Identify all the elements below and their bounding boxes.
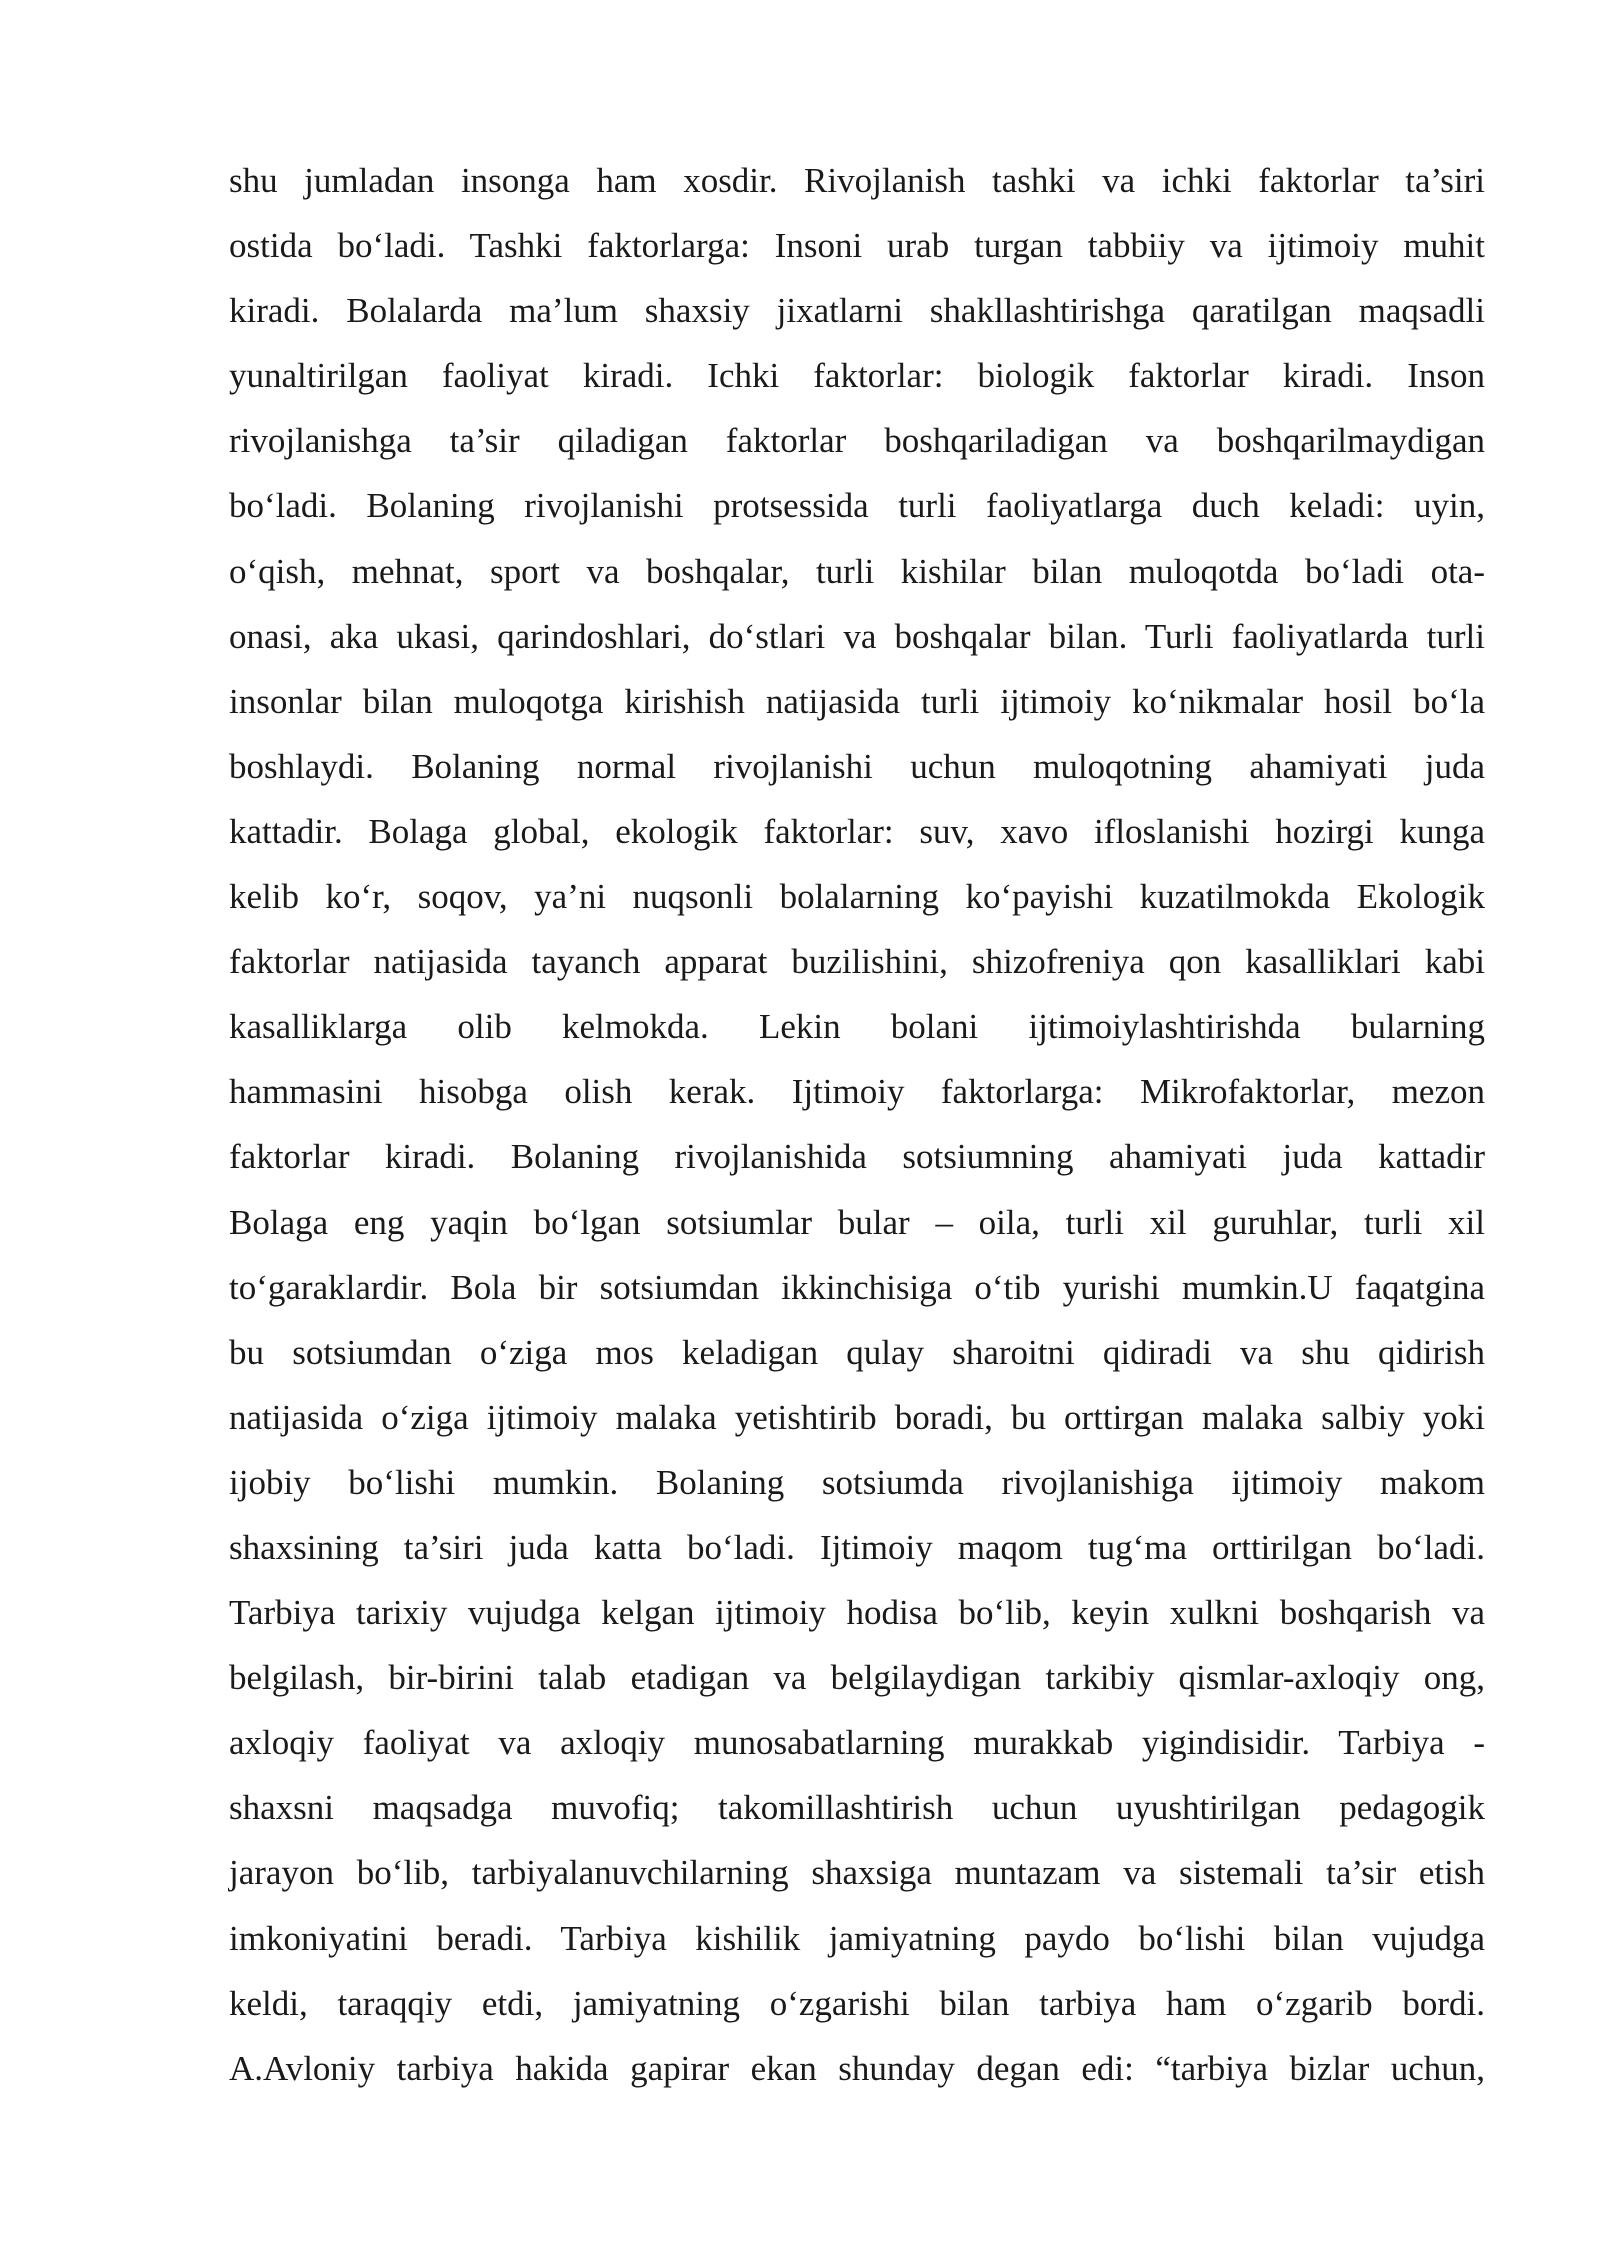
text-line: shu jumladan insonga ham xosdir. Rivojlanish tashki va ichki faktorlar ta’siri xyxy=(229,161,1485,200)
text-line: hammasini hisobga olish kerak. Ijtimoiy faktorlarga: Mikrofaktorlar, mezon xyxy=(229,1072,1485,1112)
text-line: Tarbiya tarixiy vujudga kelgan ijtimoiy hodisa bo‘lib, keyin xulkni boshqarish va xyxy=(229,1593,1485,1633)
text-line: jarayon bo‘lib, tarbiyalanuvchilarning shaxsiga muntazam va sistemali ta’sir etish xyxy=(229,1853,1485,1893)
text-line: axloqiy faoliyat va axloqiy munosabatlarning murakkab yigindisidir. Tarbiya - xyxy=(229,1723,1485,1763)
text-line: ijobiy bo‘lishi mumkin. Bolaning sotsiumda rivojlanishiga ijtimoiy makom xyxy=(229,1462,1485,1502)
text-line: bo‘ladi. Bolaning rivojlanishi protsessida turli faoliyatlarga duch keladi: uyin, xyxy=(229,486,1485,526)
text-line: to‘garaklardir. Bola bir sotsiumdan ikkinchisiga o‘tib yurishi mumkin.U faqatgina xyxy=(229,1267,1485,1307)
text-line: rivojlanishga ta’sir qiladigan faktorlar boshqariladigan va boshqarilmaydigan xyxy=(229,421,1485,461)
text-line: natijasida o‘ziga ijtimoiy malaka yetishtirib boradi, bu orttirgan malaka salbiy yoki xyxy=(229,1397,1485,1437)
text-line: onasi, aka ukasi, qarindoshlari, do‘stlari va boshqalar bilan. Turli faoliyatlarda turli xyxy=(229,616,1485,656)
text-line: kiradi. Bolalarda ma’lum shaxsiy jixatlarni shakllashtirishga qaratilgan maqsadli xyxy=(229,291,1485,331)
body-paragraph xyxy=(229,148,1485,2101)
text-line: yunaltirilgan faoliyat kiradi. Ichki faktorlar: biologik faktorlar kiradi. Inson xyxy=(229,356,1485,396)
text-line: keldi, taraqqiy etdi, jamiyatning o‘zgarishi bilan tarbiya ham o‘zgarib bordi. xyxy=(229,1983,1485,2023)
text-line: o‘qish, mehnat, sport va boshqalar, turli kishilar bilan muloqotda bo‘ladi ota- xyxy=(229,551,1485,591)
text-line: belgilash, bir-birini talab etadigan va belgilaydigan tarkibiy qismlar-axloqiy ong, xyxy=(229,1658,1485,1698)
text-line: faktorlar natijasida tayanch apparat buzilishini, shizofreniya qon kasalliklari kabi xyxy=(229,942,1485,982)
text-line: kasalliklarga olib kelmokda. Lekin bolani ijtimoiylashtirishda bularning xyxy=(229,1007,1485,1047)
text-line: bu sotsiumdan o‘ziga mos keladigan qulay sharoitni qidiradi va shu qidirish xyxy=(229,1332,1485,1372)
text-line: Bolaga eng yaqin bo‘lgan sotsiumlar bular – oila, turli xil guruhlar, turli xil xyxy=(229,1202,1485,1242)
text-line: insonlar bilan muloqotga kirishish natijasida turli ijtimoiy ko‘nikmalar hosil bo‘la xyxy=(229,681,1485,721)
text-line: shaxsni maqsadga muvofiq; takomillashtirish uchun uyushtirilgan pedagogik xyxy=(229,1788,1485,1828)
text-line: faktorlar kiradi. Bolaning rivojlanishida sotsiumning ahamiyati juda kattadir xyxy=(229,1137,1485,1177)
text-line: kattadir. Bolaga global, ekologik faktorlar: suv, xavo ifloslanishi hozirgi kunga xyxy=(229,811,1485,851)
text-line: boshlaydi. Bolaning normal rivojlanishi uchun muloqotning ahamiyati juda xyxy=(229,746,1485,786)
text-line: imkoniyatini beradi. Tarbiya kishilik jamiyatning paydo bo‘lishi bilan vujudga xyxy=(229,1918,1485,1958)
text-line: ostida bo‘ladi. Tashki faktorlarga: Insoni urab turgan tabbiiy va ijtimoiy muhit xyxy=(229,226,1485,266)
text-line: shaxsining ta’siri juda katta bo‘ladi. Ijtimoiy maqom tug‘ma orttirilgan bo‘ladi. xyxy=(229,1527,1485,1567)
text-line: A.Avloniy tarbiya hakida gapirar ekan shunday degan edi: “tarbiya bizlar uchun, xyxy=(229,2048,1485,2088)
text-line: kelib ko‘r, soqov, ya’ni nuqsonli bolalarning ko‘payishi kuzatilmokda Ekologik xyxy=(229,877,1485,917)
